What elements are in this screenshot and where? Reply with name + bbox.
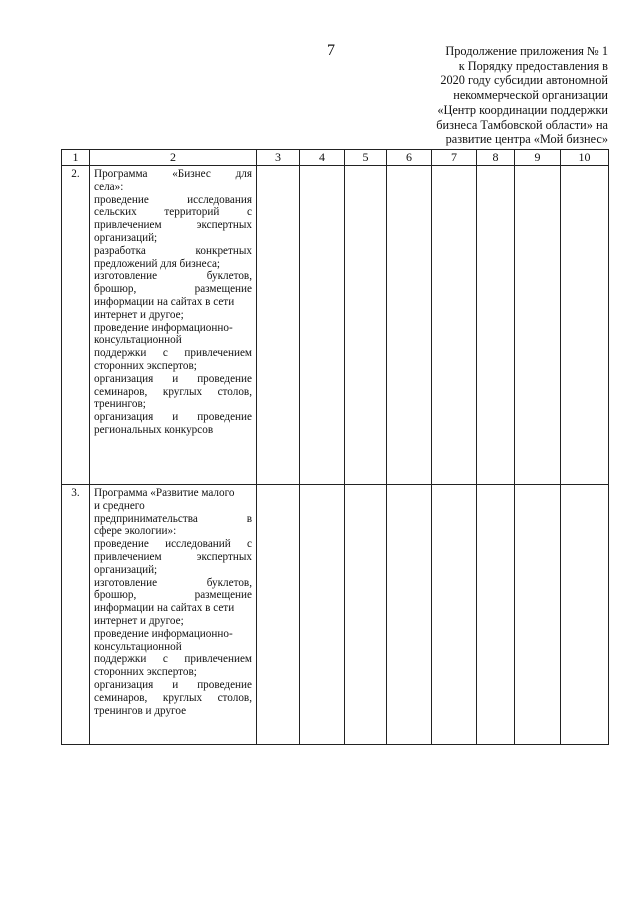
description-line: разработка конкретных	[94, 244, 252, 257]
description-line: привлечением экспертных	[94, 219, 252, 232]
header-note-line: развитие центра «Мой бизнес»	[445, 132, 608, 147]
page-number: 7	[327, 42, 335, 59]
program-description	[90, 485, 257, 745]
description-line: села»:	[94, 180, 124, 193]
description-line: предпринимательства в	[94, 512, 252, 525]
empty-cell	[257, 166, 300, 485]
column-number: 5	[345, 150, 387, 166]
empty-cell	[387, 166, 432, 485]
description-line: семинаров, круглых столов,	[94, 691, 252, 704]
column-number: 10	[561, 150, 609, 166]
description-line: проведение исследования	[94, 193, 252, 206]
description-line: изготовление буклетов,	[94, 576, 252, 589]
description-line: Программа «Бизнес для	[94, 168, 252, 180]
description-line: проведение исследований с	[94, 538, 252, 551]
description-line: организаций;	[94, 231, 158, 244]
description-line: брошюр, размещение	[94, 589, 252, 602]
empty-cell	[300, 166, 345, 485]
description-line: поддержки с привлечением	[94, 347, 252, 360]
description-line: тренингов и другое	[94, 704, 187, 717]
empty-cell	[477, 485, 515, 745]
description-line: проведение информационно-	[94, 321, 233, 334]
empty-cell	[432, 166, 477, 485]
empty-cell	[561, 485, 609, 745]
table-row	[62, 166, 609, 485]
empty-cell	[257, 485, 300, 745]
column-number: 4	[300, 150, 345, 166]
empty-cell	[515, 166, 561, 485]
description-line: сельских территорий с	[94, 206, 252, 219]
description-line: сторонних экспертов;	[94, 666, 197, 679]
header-note-line: бизнеса Тамбовской области» на	[436, 117, 608, 132]
program-description	[90, 166, 257, 485]
description-line: проведение информационно-	[94, 627, 233, 640]
header-note-line: 2020 году субсидии автономной	[440, 73, 608, 88]
column-number: 2	[90, 150, 257, 166]
description-line: тренингов;	[94, 398, 146, 411]
column-number: 1	[62, 150, 90, 166]
empty-cell	[432, 485, 477, 745]
table-row	[62, 485, 609, 745]
description-line: изготовление буклетов,	[94, 270, 252, 283]
column-number: 3	[257, 150, 300, 166]
row-number: 3.	[62, 485, 90, 745]
description-line: организация и проведение	[94, 372, 252, 385]
column-number: 8	[477, 150, 515, 166]
description-line: предложений для бизнеса;	[94, 257, 221, 270]
description-line: брошюр, размещение	[94, 283, 252, 296]
header-note-line: некоммерческой организации	[453, 88, 608, 103]
description-line: семинаров, круглых столов,	[94, 385, 252, 398]
description-line: Программа «Развитие малого	[94, 487, 235, 499]
description-line: информации на сайтах в сети	[94, 602, 235, 615]
description-line: интернет и другое;	[94, 308, 184, 321]
column-number: 7	[432, 150, 477, 166]
description-line: привлечением экспертных	[94, 550, 252, 563]
row-number: 2.	[62, 166, 90, 485]
description-line: региональных конкурсов	[94, 423, 214, 436]
empty-cell	[345, 485, 387, 745]
empty-cell	[387, 485, 432, 745]
empty-cell	[300, 485, 345, 745]
description-line: консультационной	[94, 334, 182, 347]
description-line: сторонних экспертов;	[94, 359, 197, 372]
appendix-header-note	[420, 44, 608, 147]
description-line: организация и проведение	[94, 678, 252, 691]
description-line: сфере экологии»:	[94, 525, 177, 538]
empty-cell	[561, 166, 609, 485]
description-line: и среднего	[94, 499, 145, 512]
empty-cell	[345, 166, 387, 485]
column-number-row	[62, 150, 609, 166]
description-line: поддержки с привлечением	[94, 653, 252, 666]
column-number: 6	[387, 150, 432, 166]
description-line: организаций;	[94, 563, 158, 576]
header-note-line: к Порядку предоставления в	[458, 58, 608, 73]
empty-cell	[515, 485, 561, 745]
programs-table	[61, 149, 609, 745]
description-line: интернет и другое;	[94, 614, 184, 627]
empty-cell	[477, 166, 515, 485]
header-note-line: «Центр координации поддержки	[437, 102, 608, 117]
description-line: консультационной	[94, 640, 182, 653]
header-note-line: Продолжение приложения № 1	[445, 44, 608, 58]
description-line: информации на сайтах в сети	[94, 295, 235, 308]
description-line: организация и проведение	[94, 411, 252, 424]
column-number: 9	[515, 150, 561, 166]
